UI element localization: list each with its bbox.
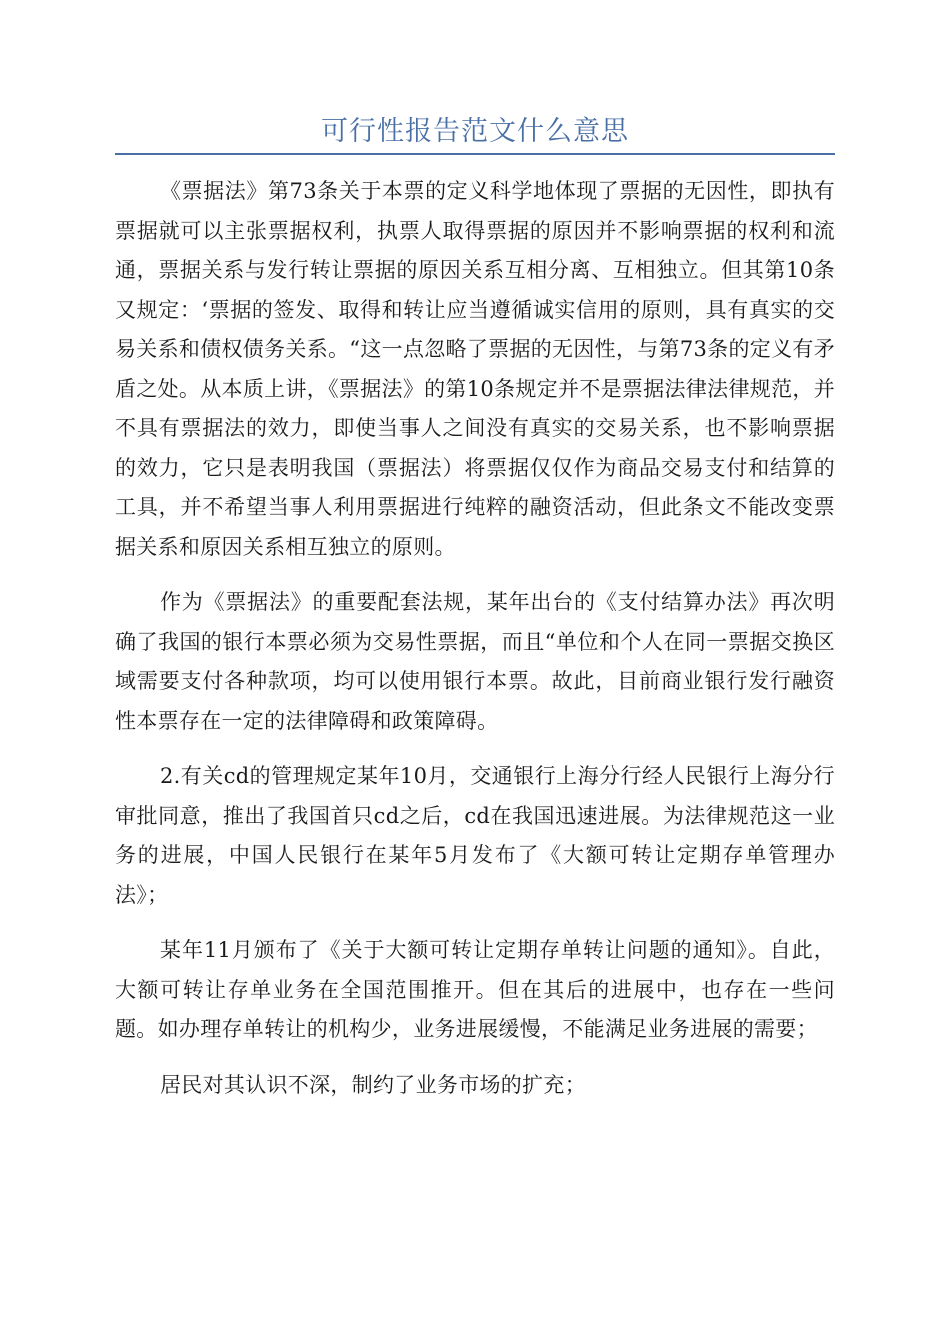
paragraph-5: 居民对其认识不深，制约了业务市场的扩充； [160,1072,586,1097]
document-body [115,172,835,1105]
paragraph-3: 2.有关cd的管理规定某年10月，交通银行上海分行经人民银行上海分行审批同意，推出了我国首只cd之后，cd在我国迅速进展。为法律规范这一业务的进展，中国人民银行在某年5月发布了《大额可转让定期存单管理办法》； [115,764,835,907]
paragraph-4: 某年11月颁布了《关于大额可转让定期存单转让问题的通知》。自此，大额可转让存单业务在全国范围推开。但在其后的进展中，也存在一些问题。如办理存单转让的机构少，业务进展缓慢，不能满足业务进展的需要； [115,938,835,1041]
paragraph-1: 《票据法》第73条关于本票的定义科学地体现了票据的无因性，即执有票据就可以主张票据权利，执票人取得票据的原因并不影响票据的权利和流通，票据关系与发行转让票据的原因关系互相分离、互相独立。但其第10条又规定：‘票据的签发、取得和转让应当遵循诚实信用的原则，具有真实的交易关系和债权债务关系。“这一点忽略了票据的无因性，与第73条的定义有矛盾之处。从本质上讲，《票据法》的第10条规定并不是票据法律法律规范，并不具有票据法的效力，即使当事人之间没有真实的交易关系，也不影响票据的效力，它只是表明我国（票据法）将票据仅仅作为商品交易支付和结算的工具，并不希望当事人利用票据进行纯粹的融资活动，但此条文不能改变票据关系和原因关系相互独立的原则。 [115,179,835,559]
title-divider [115,153,835,155]
paragraph-2: 作为《票据法》的重要配套法规，某年出台的《支付结算办法》再次明确了我国的银行本票必须为交易性票据，而且“单位和个人在同一票据交换区域需要支付各种款项，均可以使用银行本票。故此，目前商业银行发行融资性本票存在一定的法律障碍和政策障碍。 [115,590,835,733]
page-title: 可行性报告范文什么意思 [321,116,629,147]
